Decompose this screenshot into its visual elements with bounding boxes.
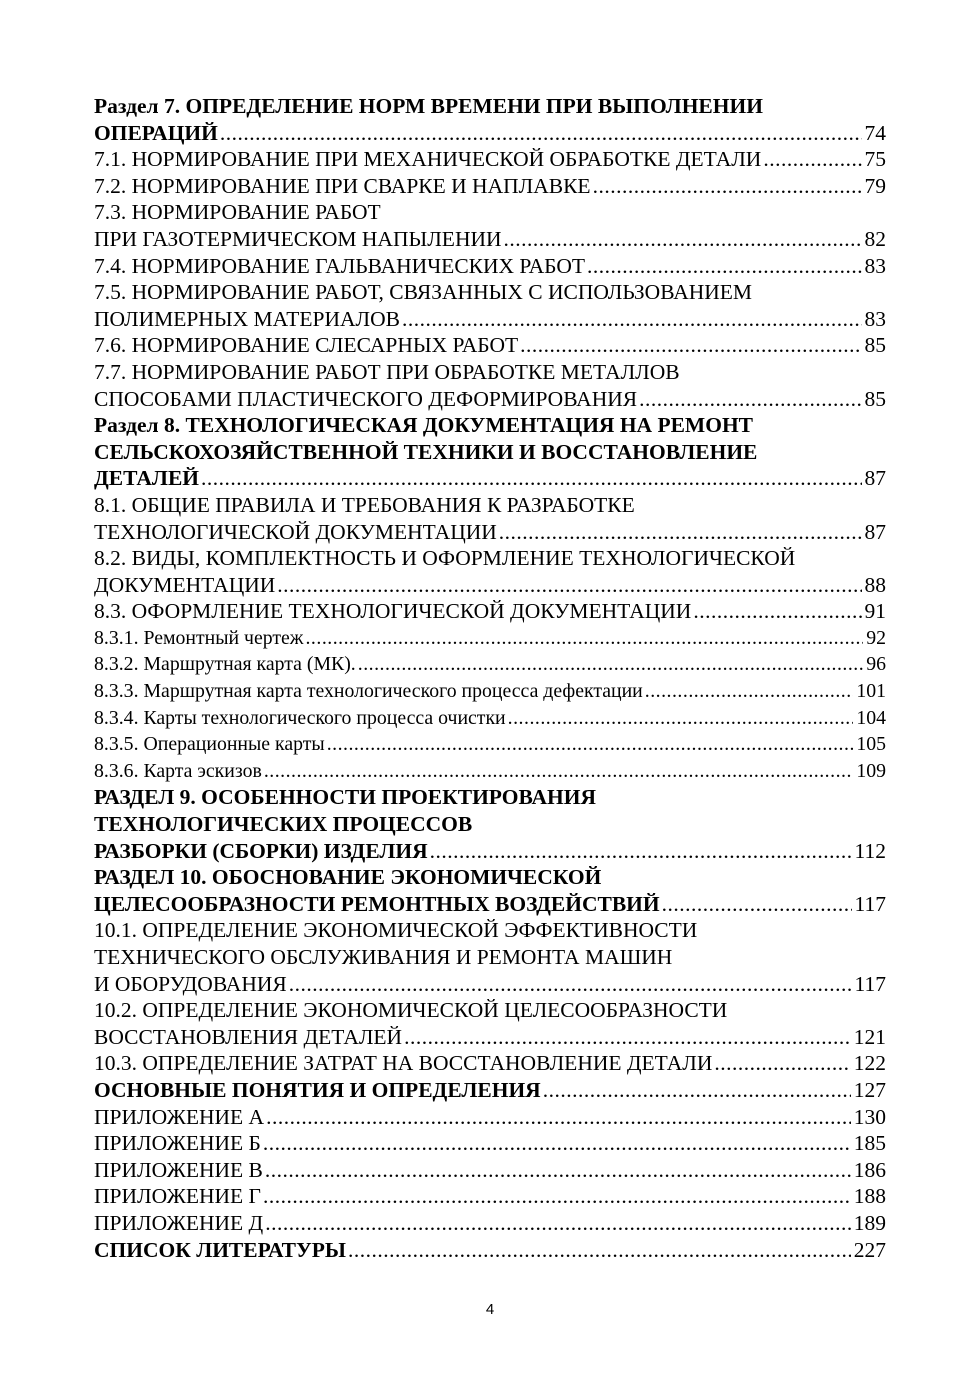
toc-entry[interactable]: [94, 864, 886, 917]
toc-entry-title: Раздел 7. ОПРЕДЕЛЕНИЕ НОРМ ВРЕМЕНИ ПРИ ВЫПОЛНЕНИИ: [94, 94, 763, 118]
toc-entry-line: [94, 173, 886, 200]
toc-entry-title: ПРИЛОЖЕНИЕ А: [94, 1104, 265, 1129]
toc-entry-line: [94, 678, 886, 705]
toc-entry-line: [94, 1130, 886, 1157]
toc-dot-leader: [265, 1210, 851, 1237]
toc-page-number: 83: [864, 306, 886, 331]
toc-entry[interactable]: [94, 784, 886, 864]
toc-dot-leader: [277, 572, 861, 599]
toc-entry-title: 7.2. НОРМИРОВАНИЕ ПРИ СВАРКЕ И НАПЛАВКЕ: [94, 173, 591, 198]
toc-entry-line: [94, 917, 886, 944]
toc-page-number: 96: [866, 653, 886, 676]
toc-entry-title: СПОСОБАМИ ПЛАСТИЧЕСКОГО ДЕФОРМИРОВАНИЯ: [94, 386, 638, 411]
toc-page-number: 85: [864, 386, 886, 411]
toc-entry-title: ПРИЛОЖЕНИЕ Г: [94, 1184, 261, 1209]
toc-entry-line: [94, 306, 886, 333]
toc-page-number: 79: [864, 173, 886, 198]
toc-page-number: 227: [853, 1237, 886, 1262]
toc-entry-title: ОПЕРАЦИЙ: [94, 120, 218, 145]
toc-page-number: 101: [856, 680, 886, 703]
toc-entry-line: [94, 146, 886, 173]
toc-entry[interactable]: [94, 917, 886, 997]
toc-page-number: 83: [864, 253, 886, 278]
toc-entry-title: 7.7. НОРМИРОВАНИЕ РАБОТ ПРИ ОБРАБОТКЕ МЕТАЛЛОВ: [94, 359, 680, 384]
toc-dot-leader: [543, 1077, 851, 1104]
toc-entry-title: 7.4. НОРМИРОВАНИЕ ГАЛЬВАНИЧЕСКИХ РАБОТ: [94, 253, 586, 278]
toc-page-number: 85: [864, 333, 886, 358]
toc-entry-line: [94, 519, 886, 546]
toc-entry-title: РАЗБОРКИ (СБОРКИ) ИЗДЕЛИЯ: [94, 838, 428, 863]
toc-entry-title: 7.6. НОРМИРОВАНИЕ СЛЕСАРНЫХ РАБОТ: [94, 333, 519, 358]
toc-entry-line: [94, 705, 886, 732]
toc-page-number: 189: [853, 1210, 886, 1235]
toc-entry-title: 10.2. ОПРЕДЕЛЕНИЕ ЭКОНОМИЧЕСКОЙ ЦЕЛЕСООБРАЗНОСТИ: [94, 998, 728, 1023]
toc-entry-line: [94, 891, 886, 918]
toc-entry-line: [94, 838, 886, 865]
toc-entry-title: ПОЛИМЕРНЫХ МАТЕРИАЛОВ: [94, 306, 400, 331]
toc-dot-leader: [504, 226, 862, 253]
toc-dot-leader: [201, 465, 861, 492]
toc-entry-line: [94, 93, 886, 120]
toc-entry[interactable]: [94, 1104, 886, 1131]
toc-entry-line: [94, 332, 886, 359]
toc-dot-leader: [348, 1237, 851, 1264]
toc-dot-leader: [587, 253, 861, 280]
toc-entry-line: [94, 1077, 886, 1104]
toc-entry[interactable]: [94, 1210, 886, 1237]
toc-entry-line: [94, 359, 886, 386]
toc-entry-line: [94, 598, 886, 625]
toc-entry-line: [94, 199, 886, 226]
toc-entry-title: 8.3.3. Маршрутная карта технологического процесса дефектации: [94, 680, 643, 703]
toc-entry-title: РАЗДЕЛ 9. ОСОБЕННОСТИ ПРОЕКТИРОВАНИЯ: [94, 785, 597, 810]
toc-entry[interactable]: [94, 545, 886, 598]
toc-entry-line: [94, 651, 886, 678]
toc-dot-leader: [499, 519, 862, 546]
toc-entry-line: [94, 439, 886, 466]
toc-entry-line: [94, 572, 886, 599]
toc-page-number: 92: [866, 626, 886, 649]
toc-entry-title: 8.2. ВИДЫ, КОМПЛЕКТНОСТЬ И ОФОРМЛЕНИЕ ТЕХНОЛОГИЧЕСКОЙ: [94, 546, 796, 571]
toc-entry-title: ВОССТАНОВЛЕНИЯ ДЕТАЛЕЙ: [94, 1024, 403, 1049]
toc-page-number: 74: [864, 120, 886, 145]
toc-entry[interactable]: [94, 279, 886, 332]
toc-entry[interactable]: [94, 758, 886, 785]
toc-entry[interactable]: [94, 1050, 886, 1077]
toc-entry-title: ТЕХНОЛОГИЧЕСКИХ ПРОЦЕССОВ: [94, 812, 473, 837]
toc-page-number: 186: [853, 1157, 886, 1182]
toc-entry[interactable]: [94, 731, 886, 758]
toc-entry[interactable]: [94, 625, 886, 652]
toc-page-number: 87: [864, 466, 886, 491]
toc-entry-title: ТЕХНОЛОГИЧЕСКОЙ ДОКУМЕНТАЦИИ: [94, 519, 497, 544]
toc-entry-line: [94, 545, 886, 572]
toc-entry-title: 8.3.6. Карта эскизов: [94, 759, 262, 782]
toc-dot-leader: [508, 705, 854, 732]
toc-dot-leader: [305, 625, 863, 652]
toc-entry[interactable]: [94, 253, 886, 280]
toc-entry-line: [94, 758, 886, 785]
toc-entry-line: [94, 1104, 886, 1131]
toc-entry-title: ПРИЛОЖЕНИЕ Д: [94, 1210, 264, 1235]
toc-entry[interactable]: [94, 678, 886, 705]
toc-entry-title: ПРИ ГАЗОТЕРМИЧЕСКОМ НАПЫЛЕНИИ: [94, 226, 502, 251]
toc-entry-line: [94, 997, 886, 1024]
toc-entry-line: [94, 386, 886, 413]
toc-entry-title: 7.3. НОРМИРОВАНИЕ РАБОТ: [94, 200, 381, 225]
toc-entry-line: [94, 412, 886, 439]
toc-entry-title: 10.3. ОПРЕДЕЛЕНИЕ ЗАТРАТ НА ВОССТАНОВЛЕНИЕ ДЕТАЛИ: [94, 1051, 713, 1076]
toc-entry-line: [94, 811, 886, 838]
toc-page-number: 105: [856, 733, 886, 756]
toc-entry-line: [94, 120, 886, 147]
toc-entry-line: [94, 253, 886, 280]
toc-entry-title: 8.3.1. Ремонтный чертеж: [94, 626, 304, 649]
toc-entry[interactable]: [94, 146, 886, 173]
toc-dot-leader: [220, 120, 862, 147]
toc-entry[interactable]: [94, 93, 886, 146]
toc-entry-title: 8.3.2. Маршрутная карта (МК).: [94, 653, 356, 676]
toc-page-number: 104: [856, 706, 886, 729]
toc-entry-line: [94, 1237, 886, 1264]
toc-dot-leader: [265, 1157, 851, 1184]
toc-dot-leader: [430, 838, 852, 865]
table-of-contents: [94, 93, 886, 1263]
toc-entry-title: 8.1. ОБЩИЕ ПРАВИЛА И ТРЕБОВАНИЯ К РАЗРАБОТКЕ: [94, 492, 635, 517]
toc-entry-line: [94, 864, 886, 891]
toc-entry[interactable]: [94, 359, 886, 412]
toc-entry-line: [94, 944, 886, 971]
toc-dot-leader: [402, 306, 862, 333]
toc-entry-title: 7.5. НОРМИРОВАНИЕ РАБОТ, СВЯЗАННЫХ С ИСПОЛЬЗОВАНИЕМ: [94, 280, 753, 305]
toc-dot-leader: [289, 971, 852, 998]
toc-page-number: 185: [853, 1131, 886, 1156]
toc-dot-leader: [266, 1104, 851, 1131]
toc-entry[interactable]: [94, 598, 886, 625]
toc-entry-line: [94, 1210, 886, 1237]
toc-entry-line: [94, 1024, 886, 1051]
toc-page-number: 112: [854, 838, 886, 863]
toc-entry[interactable]: [94, 1237, 886, 1264]
toc-dot-leader: [520, 332, 861, 359]
toc-entry[interactable]: [94, 492, 886, 545]
toc-entry[interactable]: [94, 173, 886, 200]
toc-entry[interactable]: [94, 1157, 886, 1184]
toc-dot-leader: [404, 1024, 851, 1051]
toc-entry-title: ДОКУМЕНТАЦИИ: [94, 572, 276, 597]
toc-entry-line: [94, 971, 886, 998]
toc-entry-line: [94, 625, 886, 652]
toc-entry[interactable]: [94, 412, 886, 492]
toc-entry-title: ЦЕЛЕСООБРАЗНОСТИ РЕМОНТНЫХ ВОЗДЕЙСТВИЙ: [94, 891, 660, 916]
toc-page-number: 121: [853, 1024, 886, 1049]
toc-entry-title: 10.1. ОПРЕДЕЛЕНИЕ ЭКОНОМИЧЕСКОЙ ЭФФЕКТИВНОСТИ: [94, 918, 698, 943]
toc-entry-title: СЕЛЬСКОХОЗЯЙСТВЕННОЙ ТЕХНИКИ И ВОССТАНОВЛЕНИЕ: [94, 439, 758, 464]
toc-dot-leader: [263, 1183, 851, 1210]
toc-page-number: 117: [854, 891, 886, 916]
toc-page-number: 122: [853, 1051, 886, 1076]
toc-entry[interactable]: [94, 651, 886, 678]
toc-dot-leader: [327, 731, 854, 758]
toc-entry-line: [94, 731, 886, 758]
toc-entry-title: ДЕТАЛЕЙ: [94, 466, 200, 491]
toc-entry-line: [94, 492, 886, 519]
toc-entry-line: [94, 279, 886, 306]
toc-dot-leader: [662, 891, 852, 918]
toc-dot-leader: [593, 173, 862, 200]
toc-entry-line: [94, 784, 886, 811]
toc-entry-line: [94, 1183, 886, 1210]
toc-dot-leader: [358, 651, 863, 678]
toc-entry[interactable]: [94, 1130, 886, 1157]
toc-entry[interactable]: [94, 332, 886, 359]
toc-entry-title: ПРИЛОЖЕНИЕ Б: [94, 1131, 261, 1156]
toc-entry-line: [94, 226, 886, 253]
toc-page-number: 88: [864, 572, 886, 597]
toc-page-number: 117: [854, 971, 886, 996]
toc-entry-line: [94, 1050, 886, 1077]
toc-dot-leader: [714, 1050, 850, 1077]
toc-dot-leader: [639, 386, 861, 413]
toc-entry[interactable]: [94, 1077, 886, 1104]
toc-entry-title: РАЗДЕЛ 10. ОБОСНОВАНИЕ ЭКОНОМИЧЕСКОЙ: [94, 865, 602, 890]
toc-page-number: 130: [853, 1104, 886, 1129]
toc-page-number: 75: [864, 147, 886, 172]
toc-page-number: 91: [864, 599, 886, 624]
toc-entry-title: СПИСОК ЛИТЕРАТУРЫ: [94, 1237, 346, 1262]
toc-dot-leader: [645, 678, 854, 705]
toc-page-number: 127: [853, 1077, 886, 1102]
toc-entry[interactable]: [94, 199, 886, 252]
toc-dot-leader: [693, 598, 861, 625]
toc-page-number: 109: [856, 759, 886, 782]
page-number: 4: [485, 1301, 495, 1318]
toc-page-number: 82: [864, 226, 886, 251]
toc-entry[interactable]: [94, 705, 886, 732]
toc-page-number: 87: [864, 519, 886, 544]
toc-page-number: 188: [853, 1184, 886, 1209]
toc-entry-title: ТЕХНИЧЕСКОГО ОБСЛУЖИВАНИЯ И РЕМОНТА МАШИН: [94, 945, 673, 969]
toc-entry-title: Раздел 8. ТЕХНОЛОГИЧЕСКАЯ ДОКУМЕНТАЦИЯ НА РЕМОНТ: [94, 413, 754, 438]
toc-entry-title: 8.3.4. Карты технологического процесса очистки: [94, 706, 506, 729]
toc-entry-title: И ОБОРУДОВАНИЯ: [94, 971, 287, 996]
toc-entry-line: [94, 1157, 886, 1184]
toc-dot-leader: [763, 146, 861, 173]
toc-dot-leader: [263, 1130, 851, 1157]
toc-entry-title: 7.1. НОРМИРОВАНИЕ ПРИ МЕХАНИЧЕСКОЙ ОБРАБОТКЕ ДЕТАЛИ: [94, 147, 762, 172]
toc-entry-title: ПРИЛОЖЕНИЕ В: [94, 1157, 263, 1182]
toc-entry[interactable]: [94, 1183, 886, 1210]
toc-entry-line: [94, 465, 886, 492]
toc-entry[interactable]: [94, 997, 886, 1050]
toc-entry-title: 8.3. ОФОРМЛЕНИЕ ТЕХНОЛОГИЧЕСКОЙ ДОКУМЕНТАЦИИ: [94, 599, 692, 624]
toc-entry-title: ОСНОВНЫЕ ПОНЯТИЯ И ОПРЕДЕЛЕНИЯ: [94, 1077, 541, 1102]
toc-dot-leader: [264, 758, 854, 785]
toc-entry-title: 8.3.5. Операционные карты: [94, 733, 325, 756]
